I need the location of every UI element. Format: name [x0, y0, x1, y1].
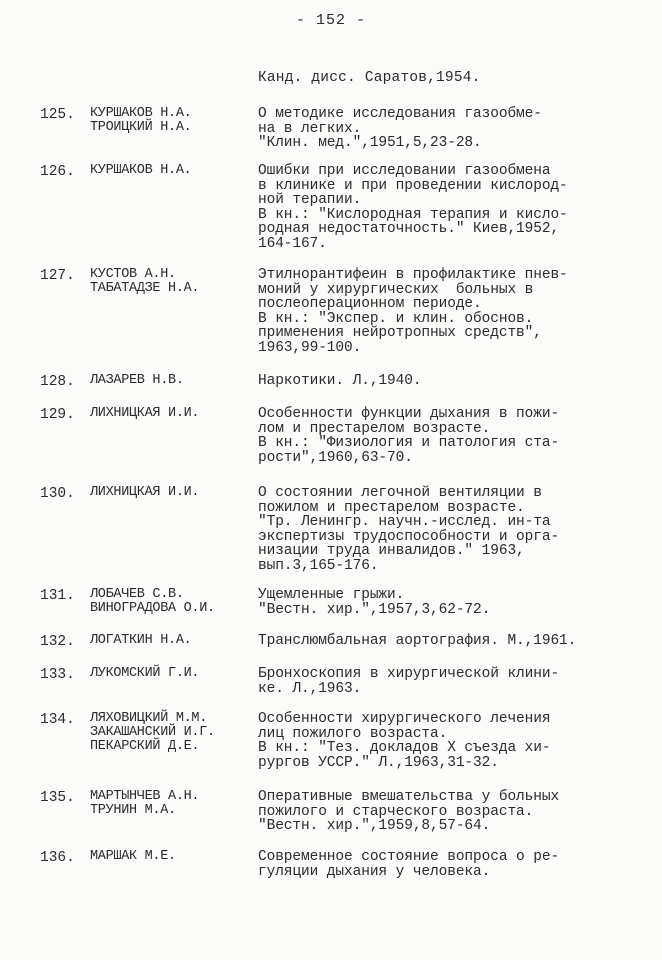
- entry-citation: [258, 107, 648, 151]
- citation-line: вып.3,165-176.: [258, 557, 379, 574]
- citation-line: моний у хирургических больных в: [258, 281, 534, 298]
- citation-line: рургов УССР." Л.,1963,31-32.: [258, 754, 499, 771]
- citation-line: 1963,99-100.: [258, 339, 362, 356]
- entry-number: 125.: [40, 107, 75, 123]
- author-name: ВИНОГРАДОВА О.И.: [90, 601, 215, 616]
- author-name: ЛОБАЧЕВ С.В.: [90, 587, 184, 602]
- entry-authors: [90, 588, 250, 616]
- entry-authors: [90, 268, 250, 296]
- citation-line: Особенности хирургического лечения: [258, 711, 551, 727]
- citation-line: "Вестн. хир.",1959,8,57-64.: [258, 818, 491, 834]
- author-name: ЗАКАШАНСКИЙ И.Г.: [90, 725, 215, 740]
- entry-authors: [90, 850, 250, 864]
- author-name: ТАБАТАДЗЕ Н.А.: [90, 281, 200, 296]
- entry-authors: [90, 407, 250, 421]
- entry-number: 132.: [40, 634, 75, 650]
- citation-line: рости",1960,63-70.: [258, 449, 413, 466]
- citation-line: О состоянии легочной вентиляции в: [258, 485, 542, 501]
- entry-authors: [90, 790, 250, 818]
- entry-citation: [258, 667, 648, 696]
- page-number: - 152 -: [295, 12, 366, 29]
- entry-number: 131.: [40, 588, 75, 604]
- entry-citation: [258, 712, 648, 770]
- citation-line: лом и престарелом возрасте.: [258, 420, 491, 437]
- entry-number: 136.: [40, 850, 75, 866]
- author-name: КУСТОВ А.Н.: [90, 267, 176, 282]
- entry-number: 135.: [40, 790, 75, 806]
- citation-line: Наркотики. Л.,1940.: [258, 373, 422, 389]
- citation-line: ке. Л.,1963.: [258, 680, 362, 697]
- entry-number: 126.: [40, 164, 75, 180]
- entry-authors: [90, 164, 250, 178]
- continuation-line: Канд. дисс. Саратов,1954.: [258, 70, 481, 86]
- author-name: ТРОИЦКИЙ Н.А.: [90, 120, 192, 135]
- author-name: МАРТЫНЧЕВ А.Н.: [90, 789, 200, 804]
- citation-line: лиц пожилого возраста.: [258, 725, 448, 742]
- author-name: МАРШАК М.Е.: [90, 849, 176, 864]
- entry-number: 129.: [40, 407, 75, 423]
- entry-authors: [90, 374, 250, 388]
- citation-line: пожилого и старческого возраста.: [258, 803, 534, 820]
- author-name: ЛУКОМСКИЙ Г.И.: [90, 666, 200, 681]
- citation-line: на в легких.: [258, 120, 362, 137]
- citation-line: Этилнорантифеин в профилактике пнев-: [258, 267, 568, 283]
- author-name: ПЕКАРСКИЙ Д.Е.: [90, 739, 200, 754]
- citation-line: пожилом и престарелом возрасте.: [258, 499, 525, 516]
- entry-authors: [90, 107, 250, 135]
- citation-line: Бронхоскопия в хирургической клини-: [258, 666, 560, 682]
- citation-line: 164-167.: [258, 235, 327, 252]
- author-name: КУРШАКОВ Н.А.: [90, 106, 192, 121]
- entry-authors: [90, 634, 250, 648]
- citation-line: В кн.: "Экспер. и клин. обоснов.: [258, 310, 534, 327]
- entry-number: 128.: [40, 374, 75, 390]
- citation-line: Современное состояние вопроса о ре-: [258, 849, 560, 865]
- entry-citation: [258, 268, 648, 355]
- author-name: ЛОГАТКИН Н.А.: [90, 633, 192, 648]
- author-name: ЛЯХОВИЦКИЙ М.М.: [90, 711, 208, 726]
- citation-line: гуляции дыхания у человека.: [258, 863, 491, 880]
- entry-citation: [258, 407, 648, 465]
- entry-citation: [258, 588, 648, 617]
- entry-number: 133.: [40, 667, 75, 683]
- citation-line: ной терапии.: [258, 192, 362, 208]
- citation-line: "Вестн. хир.",1957,3,62-72.: [258, 601, 491, 618]
- entry-citation: [258, 486, 648, 573]
- citation-line: послеоперационном периоде.: [258, 296, 482, 312]
- entry-citation: [258, 634, 648, 649]
- citation-line: "Клин. мед.",1951,5,23-28.: [258, 135, 482, 151]
- citation-line: Ошибки при исследовании газообмена: [258, 163, 551, 179]
- entry-authors: [90, 486, 250, 500]
- citation-line: Ущемленные грыжи.: [258, 587, 405, 603]
- entry-number: 127.: [40, 268, 75, 284]
- citation-line: Транслюмбальная аортография. М.,1961.: [258, 633, 577, 649]
- author-name: ТРУНИН М.А.: [90, 803, 176, 818]
- author-name: КУРШАКОВ Н.А.: [90, 163, 192, 178]
- citation-line: В кн.: "Тез. докладов Х съезда хи-: [258, 740, 551, 756]
- citation-line: экспертизы трудоспособности и орга-: [258, 528, 560, 545]
- entry-citation: [258, 164, 648, 251]
- entry-authors: [90, 712, 250, 754]
- entry-citation: [258, 790, 648, 834]
- author-name: ЛИХНИЦКАЯ И.И.: [90, 485, 200, 500]
- entry-citation: [258, 850, 648, 879]
- citation-line: Оперативные вмешательства у больных: [258, 789, 560, 805]
- citation-line: родная недостаточность." Киев,1952,: [258, 221, 560, 237]
- entry-number: 134.: [40, 712, 75, 728]
- citation-line: В кн.: "Физиология и патология ста-: [258, 435, 560, 451]
- citation-line: В кн.: "Кислородная терапия и кисло-: [258, 206, 568, 223]
- citation-line: в клинике и при проведении кислород-: [258, 177, 568, 194]
- entry-authors: [90, 667, 250, 681]
- citation-line: низации труда инвалидов." 1963,: [258, 543, 525, 559]
- author-name: ЛИХНИЦКАЯ И.И.: [90, 406, 200, 421]
- entry-number: 130.: [40, 486, 75, 502]
- citation-line: Особенности функции дыхания в пожи-: [258, 406, 560, 422]
- entry-citation: [258, 374, 648, 389]
- citation-line: "Тр. Ленингр. научн.-исслед. ин-та: [258, 514, 551, 530]
- author-name: ЛАЗАРЕВ Н.В.: [90, 373, 184, 388]
- citation-line: применения нейротропных средств",: [258, 325, 542, 341]
- citation-line: О методике исследования газообме-: [258, 106, 542, 122]
